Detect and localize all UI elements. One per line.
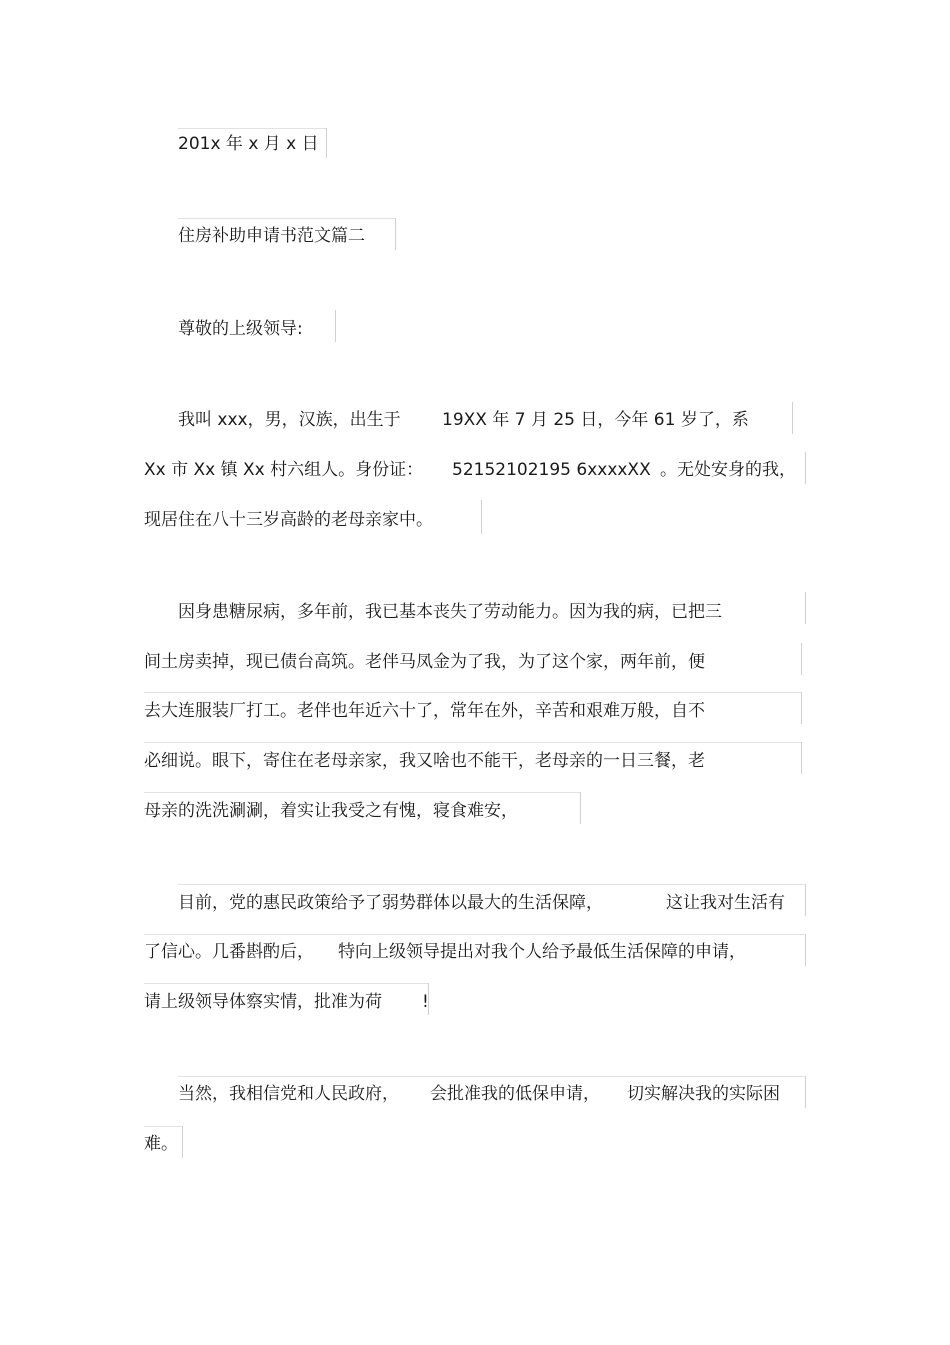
- box-edge: [801, 742, 802, 774]
- box-edge: [801, 643, 802, 675]
- box-edge: [178, 128, 326, 129]
- document-heading: 住房补助申请书范文篇二: [178, 226, 365, 246]
- box-edge: [801, 692, 802, 724]
- paragraph-3-line-1a: 目前，党的惠民政策给予了弱势群体以最大的生活保障，: [178, 893, 603, 913]
- paragraph-4-line-1b: 会批准我的低保申请，: [430, 1084, 600, 1104]
- box-edge: [481, 500, 482, 534]
- paragraph-3-line-2a: 了信心。几番斟酌后，: [144, 942, 314, 962]
- paragraph-3-line-2b: 特向上级领导提出对我个人给予最低生活保障的申请，: [338, 942, 746, 962]
- box-edge: [144, 742, 801, 743]
- paragraph-1-line-2a: Xx 市 Xx 镇 Xx 村六组人。身份证：: [144, 460, 424, 480]
- box-edge: [144, 1126, 182, 1127]
- box-edge: [805, 592, 806, 624]
- paragraph-2-line-2: 间土房卖掉，现已债台高筑。老伴马凤金为了我，为了这个家，两年前，便: [144, 652, 705, 672]
- paragraph-2-line-4: 必细说。眼下，寄住在老母亲家，我又啥也不能干，老母亲的一日三餐，老: [144, 751, 705, 771]
- paragraph-3-line-3a: 请上级领导体察实情，批准为荷: [144, 992, 382, 1012]
- id-number: 52152102195 6xxxxXX: [452, 460, 651, 480]
- paragraph-3-line-3b: !: [422, 992, 429, 1012]
- paragraph-1-line-2c: 。无处安身的我，: [660, 460, 796, 480]
- paragraph-1-line-1b: 19XX 年 7 月 25 日，今年 61 岁了，系: [442, 410, 749, 430]
- box-edge: [144, 792, 580, 793]
- box-edge: [335, 310, 336, 342]
- paragraph-1-line-1a: 我叫 xxx，男，汉族，出生于: [178, 410, 401, 430]
- box-edge: [178, 218, 395, 219]
- paragraph-1-line-3: 现居住在八十三岁高龄的老母亲家中。: [144, 510, 433, 530]
- box-edge: [580, 792, 581, 824]
- box-edge: [805, 452, 806, 484]
- box-edge: [326, 128, 327, 158]
- box-edge: [144, 934, 805, 935]
- box-edge: [178, 884, 805, 885]
- paragraph-4-line-1a: 当然，我相信党和人民政府，: [178, 1084, 399, 1104]
- paragraph-4-line-2: 难。: [144, 1134, 178, 1154]
- box-edge: [792, 402, 793, 434]
- box-edge: [178, 1076, 805, 1077]
- paragraph-4-line-1c: 切实解决我的实际困: [627, 1084, 780, 1104]
- box-edge: [805, 884, 806, 916]
- paragraph-2-line-3: 去大连服装厂打工。老伴也年近六十了，常年在外，辛苦和艰难万般，自不: [144, 701, 705, 721]
- paragraph-2-line-1: 因身患糖尿病，多年前，我已基本丧失了劳动能力。因为我的病，已把三: [178, 602, 722, 622]
- box-edge: [144, 692, 801, 693]
- paragraph-2-line-5: 母亲的洗洗涮涮，着实让我受之有愧，寝食难安，: [144, 801, 518, 821]
- box-edge: [182, 1126, 183, 1158]
- paragraph-3-line-1b: 这让我对生活有: [666, 893, 785, 913]
- box-edge: [395, 218, 396, 250]
- box-edge: [805, 934, 806, 966]
- date-line: 201x 年 x 月 x 日: [178, 134, 319, 154]
- salutation: 尊敬的上级领导:: [178, 319, 303, 339]
- box-edge: [805, 1076, 806, 1108]
- box-edge: [144, 983, 428, 984]
